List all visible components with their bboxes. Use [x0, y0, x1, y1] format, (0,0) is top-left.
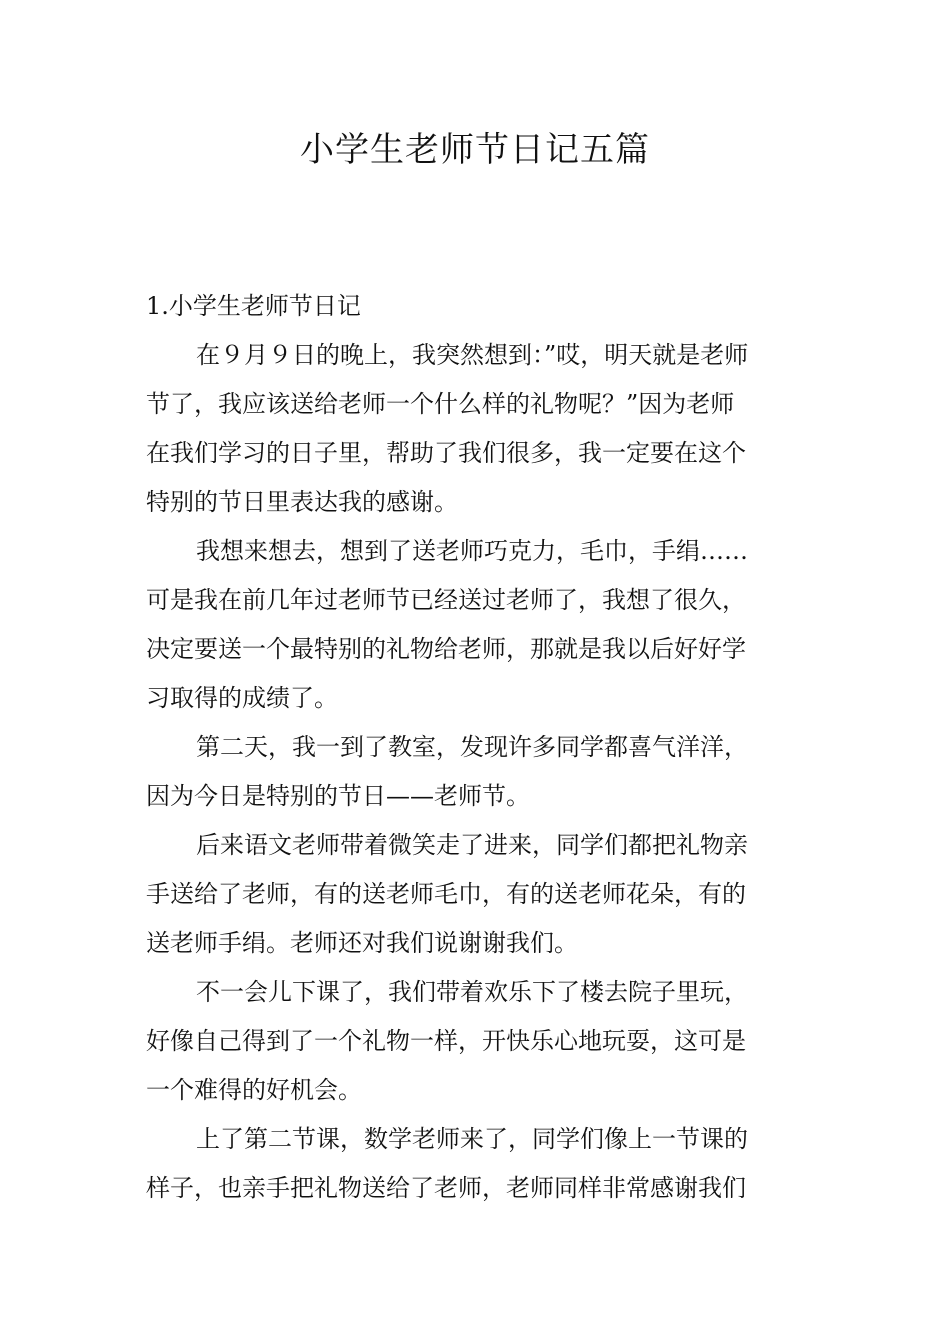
paragraph-6: [146, 1115, 806, 1213]
paragraph-line: 样子，也亲手把礼物送给了老师，老师同样非常感谢我们: [146, 1174, 746, 1202]
paragraph-line: 节了，我应该送给老师一个什么样的礼物呢？”因为老师: [146, 390, 735, 418]
document-body: [146, 282, 806, 1213]
paragraph-line: 送老师手绢。老师还对我们说谢谢我们。: [146, 929, 578, 957]
paragraph-line: 不一会儿下课了，我们带着欢乐下了楼去院子里玩，: [196, 978, 748, 1006]
paragraph-line: 上了第二节课，数学老师来了，同学们像上一节课的: [196, 1125, 748, 1153]
paragraph-line: 一个难得的好机会。: [146, 1076, 362, 1104]
paragraph-line: 因为今日是特别的节日——老师节。: [146, 782, 530, 810]
paragraph-4: [146, 821, 806, 968]
paragraph-line: 第二天，我一到了教室，发现许多同学都喜气洋洋，: [196, 733, 748, 761]
paragraph-line: 手送给了老师，有的送老师毛巾，有的送老师花朵，有的: [146, 880, 746, 908]
paragraph-line: 在我们学习的日子里，帮助了我们很多，我一定要在这个: [146, 439, 746, 467]
section-heading: 1.小学生老师节日记: [146, 292, 361, 320]
paragraph-line: 习取得的成绩了。: [146, 684, 338, 712]
paragraph-2: [146, 527, 806, 723]
paragraph-line: 特别的节日里表达我的感谢。: [146, 488, 458, 516]
document-title: 小学生老师节日记五篇: [300, 130, 650, 170]
paragraph-1: [146, 331, 806, 527]
paragraph-line: 好像自己得到了一个礼物一样，开快乐心地玩耍，这可是: [146, 1027, 746, 1055]
paragraph-line: 我想来想去，想到了送老师巧克力，毛巾，手绢……: [196, 537, 748, 565]
paragraph-line: 可是我在前几年过老师节已经送过老师了，我想了很久，: [146, 586, 746, 614]
paragraph-line: 在９月９日的晚上，我突然想到：”哎，明天就是老师: [196, 341, 749, 369]
paragraph-3: [146, 723, 806, 821]
paragraph-line: 决定要送一个最特别的礼物给老师，那就是我以后好好学: [146, 635, 746, 663]
paragraph-5: [146, 968, 806, 1115]
paragraph-line: 后来语文老师带着微笑走了进来，同学们都把礼物亲: [196, 831, 748, 859]
